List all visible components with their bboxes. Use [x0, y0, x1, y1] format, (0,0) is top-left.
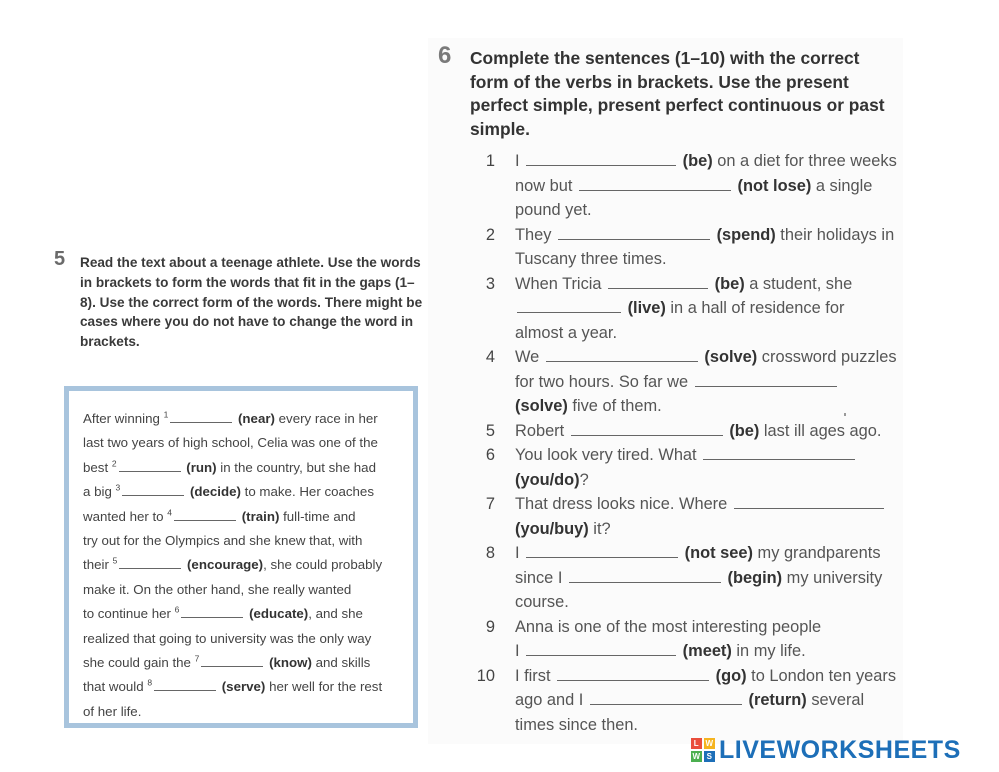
list-item: 3 When Tricia (be) a student, she (live) in a hall of residence for almost a year. [458, 272, 898, 346]
answer-blank[interactable] [517, 311, 621, 313]
item-number: 1 [485, 152, 495, 170]
answer-blank[interactable] [734, 507, 884, 509]
list-item: 9 Anna is one of the most interesting people I (meet) in my life. [458, 615, 898, 664]
item-number: 6 [485, 446, 495, 464]
exercise-5-text-box [64, 386, 418, 728]
exercise-6-instructions: Complete the sentences (1–10) with the correct form of the verbs in brackets. Use the present perfect simple, present perfect continuous or past simple. [470, 48, 885, 140]
answer-blank[interactable] [526, 556, 678, 558]
list-item: 6 You look very tired. What (you/do)? [458, 443, 898, 492]
item-number: 7 [485, 495, 495, 513]
logo-tile: W [692, 752, 701, 761]
exercise-6-list [458, 149, 898, 737]
answer-blank[interactable] [201, 665, 263, 667]
answer-blank[interactable] [122, 494, 184, 496]
answer-blank[interactable] [154, 689, 216, 691]
logo-tile: L [691, 738, 702, 749]
answer-blank[interactable] [569, 581, 721, 583]
answer-blank[interactable] [181, 616, 243, 618]
item-number: 3 [485, 274, 495, 293]
item-number: 10 [476, 666, 495, 685]
answer-blank[interactable] [695, 385, 837, 387]
liveworksheets-watermark [691, 736, 961, 764]
liveworksheets-logo-icon [691, 738, 715, 762]
item-number: 8 [485, 544, 495, 562]
answer-blank[interactable] [546, 360, 698, 362]
exercise-5-instructions: Read the text about a teenage athlete. Use the words in brackets to form the words that fit in the gaps (1–8). Use the correct form of the words. There might be cases where you do not have to change the word in brackets. [80, 255, 423, 350]
list-item: 1 I (be) on a diet for three weeks now but (not lose) a single pound yet. [458, 149, 898, 223]
answer-blank[interactable] [703, 458, 855, 460]
logo-tile: S [704, 751, 715, 762]
logo-tile: W [705, 739, 714, 748]
list-item: 10 I first (go) to London ten years ago and I (return) several times since then. [458, 664, 898, 738]
list-item: 7 That dress looks nice. Where (you/buy) it? [458, 492, 898, 541]
item-number: 9 [485, 617, 495, 636]
answer-blank[interactable] [571, 434, 723, 436]
item-number: 5 [485, 421, 495, 440]
list-item: 8 I (not see) my grandparents since I (begin) my university course. [458, 541, 898, 615]
answer-blank[interactable] [558, 238, 710, 240]
item-number: 2 [485, 225, 495, 244]
stray-mark [844, 413, 846, 416]
exercise-6-number: 6 [438, 42, 452, 69]
answer-blank[interactable] [557, 679, 709, 681]
item-number: 4 [485, 348, 495, 366]
list-item: 5 Robert (be) last ill ages ago. [458, 419, 898, 444]
exercise-5-text: After winning $^1$ (near) every race in her last two years of high school, Celia was one of the best $^2$ (run) in the country, but she had a big $^3$ (decide) to make. Her coaches wanted her to $^4$ (train) full-time and try out for the Olympics and she knew that, with their $^5$ (encourage), she could probably make it. On the other hand, she really wanted to continue her $^6$ (educate), and she realized that going to university was the only way she could gain the $^7$ (know) and skills that would $^8$ (serve) her well for the rest of her life. [83, 409, 383, 719]
answer-blank[interactable] [608, 287, 708, 289]
answer-blank[interactable] [119, 567, 181, 569]
list-item: 4 We (solve) crossword puzzles for two hours. So far we (solve) five of them. [458, 345, 898, 419]
answer-blank[interactable] [170, 421, 232, 423]
answer-blank[interactable] [174, 519, 236, 521]
answer-blank[interactable] [119, 470, 181, 472]
list-item: 2 They (spend) their holidays in Tuscany three times. [458, 223, 898, 272]
answer-blank[interactable] [526, 164, 676, 166]
answer-blank[interactable] [590, 703, 742, 705]
answer-blank[interactable] [579, 189, 731, 191]
answer-blank[interactable] [526, 654, 676, 656]
exercise-5-number: 5 [54, 248, 66, 270]
watermark-text: LIVEWORKSHEETS [719, 735, 961, 764]
